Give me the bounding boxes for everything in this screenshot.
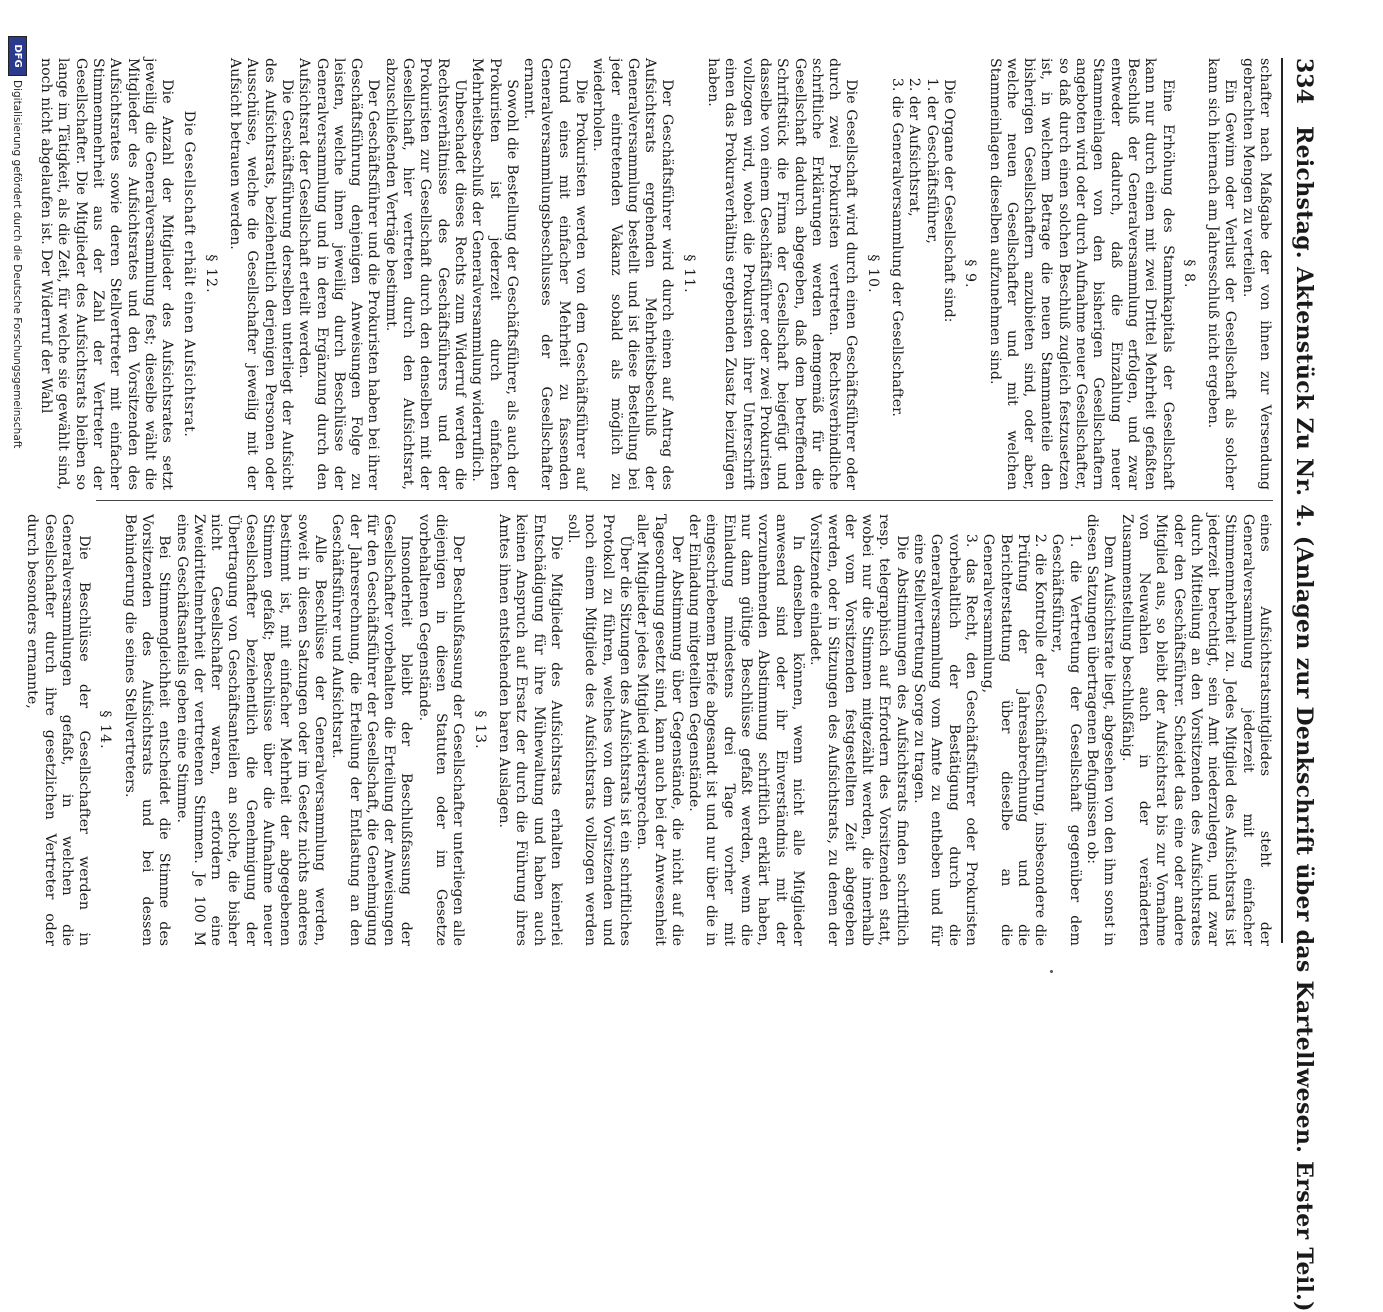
left-list-item: 3. die Generalversammlung der Gesellschafter. — [889, 77, 906, 417]
left-paragraph: Die Organe der Gesellschaft sind: — [940, 79, 957, 323]
left-list-item: 1. der Geschäftsführer, — [923, 77, 940, 244]
left-paragraph: Eine Erhöhung des Stammkapitals der Gesellschaft kann nur durch einen mit zwei Drittel Mehrheit gefaßten Beschluß der Generalversammlung erfolgen, und zwar entweder dadurch, daß die Einzahlung neuer Stammeinlagen von den bisherigen Gesellschaftern angeboten wird oder durch Aufnahme neuer Gesellschafter, so daß durch einen solchen Beschluß zugleich festzusetzen ist, in welchem Betrage die neuen Stammanteile den bisherigen Gesellschaftern anzubieten sind, oder aber, welche neuen Gesellschafter und mit welchen Stammeinlagen dieselben aufzunehmen sind. — [986, 58, 1176, 490]
right-paragraph: Bei Stimmengleichheit entscheidet die Stimme des Vorsitzenden des Aufsichtsrats und bei dessen Behinderung die seines Stellvertreters. — [121, 514, 173, 946]
left-list-item: 2. der Aufsichtsrat, — [906, 77, 923, 217]
right-paragraph: Insonderheit bleibt der Beschlußfassung der Gesellschafter vorbehalten die Erteilung der Anweisungen für den Geschäftsführer der Gesellschaft, die Genehmigung der Jahresrechnung, die Erteilung der Entlastung an den Geschäftsführer und Aufsichtsrat. — [329, 514, 415, 946]
right-paragraph: Die Beschlüsse der Gesellschafter werden in Generalversammlungen gefaßt, in welchen die Gesellschafter durch ihre gesetzlichen Vertreter oder durch besonders ernannte, — [24, 514, 93, 946]
left-column — [38, 58, 1273, 490]
right-section-heading: § 13. — [471, 710, 488, 750]
left-paragraph: Die Anzahl der Mitglieder des Aufsichtsrates setzt jeweilig die Generalversammlung fest; dieselbe wählt die Mitglieder des Aufsichtsrates und den Vorsitzenden des Aufsichtsrates sowie deren Stellvertreter mit einfacher Stimmenmehrheit aus der Zahl der Vertreter der Gesellschafter. Die Mitglieder des Aufsichtsrats bleiben so lange im Tätigkeit, als die Zeit, für welche sie gewählt sind, noch nicht abgelaufen ist. Der Widerruf der Wahl — [38, 58, 176, 490]
right-column — [24, 514, 1273, 946]
column-divider — [96, 500, 1273, 501]
right-paragraph: Die Mitglieder des Aufsichtsrats erhalten keinerlei Entschädigung für ihre Mühewaltung und haben auch keinen Anspruch auf Ersatz der durch die Führung ihres Amtes ihnen entstehenden baren Auslagen. — [495, 514, 564, 946]
left-section-heading: § 12. — [202, 254, 219, 294]
page-header — [1283, 58, 1321, 1312]
right-paragraph: Alle Beschlüsse der Generalversammlung werden, soweit in diesen Satzungen oder im Gesetz nichts anderes bestimmt ist, mit einfacher Mehrheit der abgegebenen Stimmen gefaßt; Beschlüsse über die Aufnahme neuer Gesellschafter beziehentlich die Genehmigung der Übertragung von Geschäftsanteilen an solche, die bisher nicht Gesellschafter waren, erfordern eine Zweidrittelmehrheit der vertretenen Stimmen. Je 100 M eines Geschäftsanteils geben eine Stimme. — [173, 514, 328, 946]
right-paragraph: eines Aufsichtsratsmitgliedes steht der Generalversammlung jederzeit mit einfacher Stimmenmehrheit zu. Jedes Mitglied des Aufsichtsrats ist jederzeit berechtigt, sein Amt niederzulegen, und zwar durch Mitteilung an den Vorsitzenden des Aufsichtsrates oder den Geschäftsführer. Scheidet das eine oder andere Mitglied aus, so bleibt der Aufsichtsrat bis zur Vornahme von Neuwahlen auch in der veränderten Zusammenstellung beschlußfähig. — [1118, 514, 1273, 946]
print-speck — [1050, 970, 1053, 973]
left-paragraph: Die Prokuristen werden von dem Geschäftsführer auf Grund eines mit einfacher Mehrheit zu fassenden Generalversammlungsbeschlusses der Gesellschafter ernannt. — [521, 58, 590, 490]
left-paragraph: Ein Gewinn oder Verlust der Gesellschaft als solcher kann sich hiernach am Jahresschluß nicht ergeben. — [1205, 58, 1239, 490]
header-rule — [1281, 58, 1283, 943]
left-paragraph: Unbeschadet dieses Rechts zum Widerruf werden die Rechtsverhältnisse des Geschäftsführers und der Prokuristen zur Gesellschaft durch den denselben mit der Gesellschaft, hier vertreten durch den Aufsichtsrat, abzuschließenden Verträge bestimmt. — [382, 58, 468, 490]
dfg-logo: DFG — [8, 36, 27, 76]
digitization-note: Digitalisierung gefördert durch die Deutsche Forschungsgemeinschaft — [11, 80, 23, 449]
right-list-item: 1. die Vertretung der Gesellschaft gegenüber dem Geschäftsführer, — [1049, 533, 1083, 946]
right-section-heading: § 14. — [97, 710, 114, 750]
right-paragraph: Über die Sitzungen des Aufsichtsrats ist ein schriftliches Protokoll zu führen, welches von dem Vorsitzenden und noch einem Mitgliede des Aufsichtsrats vollzogen werden soll. — [565, 514, 634, 946]
left-paragraph: schafter nach Maßgabe der von ihnen zur Versendung gebrachten Mengen zu verteilen. — [1239, 58, 1273, 490]
left-section-heading: § 10. — [864, 254, 881, 294]
right-paragraph: Der Beschlußfassung der Gesellschafter unterliegen alle diejenigen in diesen Statuten oder im Gesetze vorbehaltenen Gegenstände. — [415, 514, 467, 946]
left-section-heading: § 9. — [962, 259, 979, 289]
left-section-heading: § 11. — [680, 254, 697, 294]
right-paragraph: Dem Aufsichtsrate liegt, abgesehen von den ihm sonst in diesen Satzungen übertragenen Befugnissen ob: — [1084, 514, 1118, 946]
right-paragraph: Die Abstimmungen des Aufsichtsrats finden schriftlich resp. telegraphisch auf Erfordern des Vorsitzenden statt, wobei nur die Stimmen mitgezählt werden, die innerhalb der vom Vorsitzenden festgestellten Zeit abgegeben werden, oder in Sitzungen des Aufsichtsrats, zu denen der Vorsitzende einladet. — [807, 514, 910, 946]
left-paragraph: Der Geschäftsführer und die Prokuristen haben bei ihrer Geschäftsführung denjenigen Anweisungen Folge zu leisten, welche ihnen jeweilig durch Beschlüsse der Generalversammlung und in deren Ergänzung durch den Aufsichtsrat der Gesellschaft erteilt werden. — [296, 58, 382, 490]
right-list-item: 2. die Kontrolle der Geschäftsführung, insbesondere die Prüfung der Jahresabrechnung und die Berichterstattung über dieselbe an die Generalversammlung, — [980, 533, 1049, 946]
left-section-heading: § 8. — [1180, 259, 1197, 289]
left-paragraph: Der Geschäftsführer wird durch einen auf Antrag des Aufsichtsrats ergehenden Mehrheitsbeschluß der Generalversammlung bestellt und ist diese Bestellung bei jeder eintretenden Vakanz sobald als möglich zu wiederholen. — [590, 58, 676, 490]
right-list-item: 3. das Recht, den Geschäftsführer oder Prokuristen vorbehaltlich der Bestätigung durch die Generalversammlung vom Amte zu entheben und für eine Stellvertretung Sorge zu tragen. — [911, 533, 979, 946]
left-paragraph: Die Geschäftsführung derselben unterliegt der Aufsicht des Aufsichtsrats, beziehentlich derjenigen Personen oder Ausschüsse, welche die Gesellschafter jeweilig mit der Aufsicht betrauen werden. — [227, 58, 295, 490]
running-title: Reichstag. Aktenstück Zu Nr. 4. (Anlagen zur Denkschrift über das Kartellwesen. Erster Teil.) — [1291, 126, 1317, 1312]
right-paragraph: In denselben können, wenn nicht alle Mitglieder anwesend sind oder ihr Einverständnis mit der vorzunehmenden Abstimmung schriftlich erklärt haben, nur dann gültige Beschlüsse gefaßt werden, wenn die Einladung mindestens drei Tage vorher mit eingeschriebenem Briefe abgesandt ist und nur über die in der Einladung mitgeteilten Gegenstände. — [686, 514, 806, 946]
left-paragraph: Die Gesellschaft wird durch einen Geschäftsführer oder durch zwei Prokuristen vertreten. Rechtsverbindliche schriftliche Erklärungen werden demgemäß für die Gesellschaft dadurch abgegeben, daß dem betreffenden Schriftstück die Firma der Gesellschaft beigefügt und dasselbe von einem Geschäftsführer oder zwei Prokuristen vollzogen wird, wobei die Prokuristen ihrer Unterschrift einen das Prokuraverhältnis ergebenden Zusatz beizufügen haben. — [705, 58, 860, 490]
page-number: 334 — [1291, 58, 1317, 104]
left-section-subheading: Die Gesellschaft erhält einen Aufsichtsrat. — [181, 110, 198, 438]
right-paragraph: Der Abstimmung über Gegenstände, die nicht auf die Tagesordnung gesetzt sind, kann auch bei der Anwesenheit aller Mitglieder jedes Mitglied widersprechen. — [634, 514, 685, 946]
left-paragraph: Sowohl die Bestellung der Geschäftsführer, als auch der Prokuristen ist jederzeit durch einfachen Mehrheitsbeschluß der Generalversammlung widerruflich. — [469, 58, 520, 490]
